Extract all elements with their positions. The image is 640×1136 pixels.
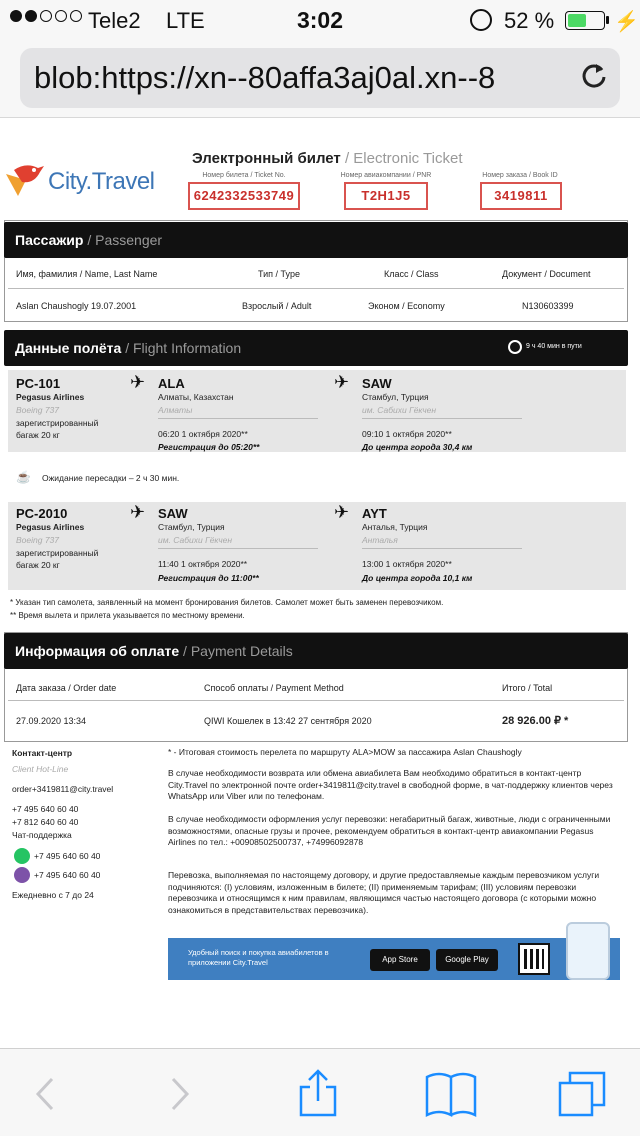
- passenger-doc: N130603399: [522, 301, 574, 311]
- col-total-label: Итого / Total: [502, 683, 553, 693]
- transfer-wait: Ожидание пересадки – 2 ч 30 мин.: [42, 473, 180, 483]
- flight-duration: 9 ч 40 мин в пути: [526, 343, 582, 350]
- leg2-arr-code: AYT: [362, 506, 387, 521]
- coffee-icon: ☕: [16, 470, 31, 484]
- passenger-type: Взрослый / Adult: [242, 301, 312, 311]
- book-id-label: Номер заказа / Book ID: [482, 172, 558, 179]
- qr-code-icon: [518, 943, 550, 975]
- forward-icon[interactable]: [155, 1069, 205, 1119]
- network-label: LTE: [166, 8, 205, 33]
- contact-email[interactable]: order+3419811@city.travel: [12, 784, 114, 794]
- payment-header: Информация об оплате / Payment Details: [4, 633, 628, 669]
- rotation-lock-icon: [470, 9, 492, 31]
- payment-method: QIWI Кошелек в 13:42 27 сентября 2020: [204, 716, 372, 726]
- leg2-flight-number: PC-2010: [16, 506, 68, 521]
- col-type-label: Тип / Type: [258, 269, 301, 279]
- arrival-plane-icon: ✈: [334, 372, 350, 392]
- time-note: ** Время вылета и прилета указывается по местному времени.: [10, 611, 245, 620]
- order-date: 27.09.2020 13:34: [16, 716, 87, 726]
- bookmarks-icon[interactable]: [424, 1069, 474, 1119]
- viber-phone[interactable]: +7 495 640 60 40: [34, 870, 101, 880]
- arrival-plane-icon: ✈: [334, 502, 350, 522]
- browser-header: [0, 40, 640, 118]
- whatsapp-icon: [14, 848, 30, 864]
- google-play-button[interactable]: Google Play: [436, 949, 498, 971]
- app-banner[interactable]: Удобный поиск и покупка авиабилетов в приложении City.Travel App Store Google Play: [168, 938, 620, 980]
- pnr-label: Номер авиакомпании / PNR: [340, 172, 432, 179]
- col-name-label: Имя, фамилия / Name, Last Name: [16, 269, 158, 279]
- brand-name: City.Travel: [48, 168, 155, 195]
- clock-icon: [508, 340, 522, 354]
- viber-icon: [14, 867, 30, 883]
- city-travel-logo-icon: [4, 160, 48, 198]
- total-note: * - Итоговая стоимость перелета по маршруту ALA>MOW за пассажира Aslan Chaushogly: [168, 747, 522, 757]
- contract-terms: Перевозка, выполняемая по настоящему договору, и другие предоставляемые каждым перевозчиком услуги подчиняются: (I) условиям, изложенным в билете; (II) применяемым тарифам; (III) условиям перевозки перевозчика и относящимся к ним правилам, являющимся частью настоящего договора (с которыми можно ознакомиться в представительствах перевозчика).: [168, 870, 600, 915]
- ticket-title: Электронный билет / Electronic Ticket: [192, 150, 463, 167]
- book-id: 3419811: [480, 182, 562, 210]
- aircraft-note: * Указан тип самолета, заявленный на момент бронирования билетов. Самолет может быть заменен перевозчиком.: [10, 598, 444, 607]
- contact-phone-2[interactable]: +7 812 640 60 40: [12, 817, 79, 827]
- battery-icon: [565, 11, 605, 30]
- pnr-code: T2H1J5: [344, 182, 428, 210]
- reload-icon[interactable]: [580, 58, 608, 98]
- battery-percent: 52 %: [504, 8, 555, 33]
- address-bar[interactable]: [20, 48, 620, 108]
- back-icon[interactable]: [20, 1069, 70, 1119]
- url-text[interactable]: blob:https://xn--80affa3aj0al.xn--8: [34, 60, 496, 95]
- payment-total: 28 926.00 ₽ *: [502, 715, 569, 727]
- departure-plane-icon: ✈: [130, 502, 146, 522]
- leg1-flight-number: PC-101: [16, 376, 61, 391]
- browser-toolbar: [0, 1048, 640, 1136]
- col-method-label: Способ оплаты / Payment Method: [204, 683, 344, 693]
- flight-leg-2: [8, 502, 626, 590]
- leg2-dep-code: SAW: [158, 506, 188, 521]
- departure-plane-icon: ✈: [130, 372, 146, 392]
- col-date-label: Дата заказа / Order date: [16, 683, 117, 693]
- ticket-document: City.Travel Электронный билет / Electronic Ticket Номер билета / Ticket No. 6242332533749 Номер авиакомпании / PNR T2H1J5 Номер заказа / Book ID 3419811 Пассажир / Passenger Имя, фамилия / Name, Last Name Тип / Type Класс / Class Документ / Document Aslan Chaushogly 19.07.2001 Взрослый / Adult Эконом / Economy N130603399 Данные полёта / Flight Information 9 ч 40 мин в пути PC-101 Pegasus Airlines Boeing 737 зарегистрированный багаж 20 кг ✈ ALA Алматы, Казахстан Алматы 06:20 1 октября 2020** Регистрация до 05:20** ✈ SAW Стамбул, Турция им. Сабихи Гёкчен 09:10 1 октября 2020** До центра города 30,4 км ☕ Ожидание пересадки – 2 ч 30 мин. PC-2010 Pegasus Airlines Boeing 737 зарегистрированный багаж 20 кг ✈ SAW Стамбул, Турция им. Сабихи Гёкчен 11:40 1 октября 2020** Регистрация до 11:00** ✈ AYT Анталья, Турция Анталья 13:00 1 октября 2020** До центра города 10,1 км * Указан тип самолета, заявленный на момент бронирования билетов. Самолет может быть заменен перевозчиком. ** Время вылета и прилета указывается по местному времени. Информация об оплате / Payment Details Дата заказа / Order date Способ оплаты / Payment Method Итого / Total 27.09.2020 13:34 QIWI Кошелек в 13:42 27 сентября 2020 28 926.00 ₽ * Контакт-центр Client Hot-Line order+3419811@city.travel +7 495 640 60 40 +7 812 640 60 40 Чат-поддержка +7 495 640 60 40 +7 495 640 60 40 Ежедневно с 7 до 24 * - Итоговая стоимость перелета по маршруту ALA>MOW за пассажира Aslan Chaushogly В случае необходимости возврата или обмена авиабилета Вам необходимо обратиться в контакт-центр City.Travel по электронной почте order+3419811@city.travel в свободной форме, в чат-поддержку клиентов через WhatsApp или Viber или по телефонам. В случае необходимости оформления услуг перевозки: негабаритный багаж, животные, люди с ограниченными возможностями, опасные грузы и прочее, рекомендуем обратиться в контакт-центр авиакомпании Pegasus Airlines по тел.: +00908502500737, +74996092878 Перевозка, выполняемая по настоящему договору, и другие предоставляемые каждым перевозчиком услуги подчиняются: (I) условиям, изложенным в билете; (II) применяемым тарифам; (III) условиям перевозки перевозчика и относящимся к ним правилам, являющимся частью настоящего договора (с которыми можно ознакомиться в представительствах перевозчика). Удобный поиск и покупка авиабилетов в приложении City.Travel App Store Google Play: [0, 130, 640, 1030]
- status-bar: [0, 0, 640, 40]
- flight-header: Данные полёта / Flight Information: [4, 330, 628, 366]
- contact-phone-1[interactable]: +7 495 640 60 40: [12, 804, 79, 814]
- leg1-arr-code: SAW: [362, 376, 392, 391]
- phone-icon: [566, 922, 610, 980]
- special-services-info: В случае необходимости оформления услуг перевозки: негабаритный багаж, животные, люди с ограниченными возможностями, опасные грузы и прочее, рекомендуем обратиться в контакт-центр авиакомпании Pegasus Airlines по тел.: +00908502500737, +74996092878: [168, 814, 611, 847]
- tabs-icon[interactable]: [556, 1069, 606, 1119]
- passenger-name: Aslan Chaushogly 19.07.2001: [16, 301, 137, 311]
- ticket-number-label: Номер билета / Ticket No.: [202, 172, 286, 179]
- charging-icon: ⚡: [614, 11, 639, 33]
- col-class-label: Класс / Class: [384, 269, 439, 279]
- working-hours: Ежедневно с 7 до 24: [12, 890, 94, 900]
- whatsapp-phone[interactable]: +7 495 640 60 40: [34, 851, 101, 861]
- share-icon[interactable]: [293, 1069, 343, 1119]
- passenger-header: Пассажир / Passenger: [4, 222, 628, 258]
- refund-info: В случае необходимости возврата или обмена авиабилета Вам необходимо обратиться в контакт-центр City.Travel по электронной почте order+3419811@city.travel в свободной форме, в чат-поддержку клиентов через WhatsApp или Viber или по телефонам.: [168, 768, 613, 801]
- flight-leg-1: [8, 370, 626, 452]
- col-doc-label: Документ / Document: [502, 269, 591, 279]
- clock: 3:02: [296, 7, 344, 33]
- carrier-label: Tele2: [88, 8, 141, 33]
- app-store-button[interactable]: App Store: [370, 949, 430, 971]
- leg1-dep-code: ALA: [158, 376, 185, 391]
- contact-center-title: Контакт-центр: [12, 748, 73, 758]
- passenger-class: Эконом / Economy: [368, 301, 445, 311]
- ticket-number: 6242332533749: [188, 182, 300, 210]
